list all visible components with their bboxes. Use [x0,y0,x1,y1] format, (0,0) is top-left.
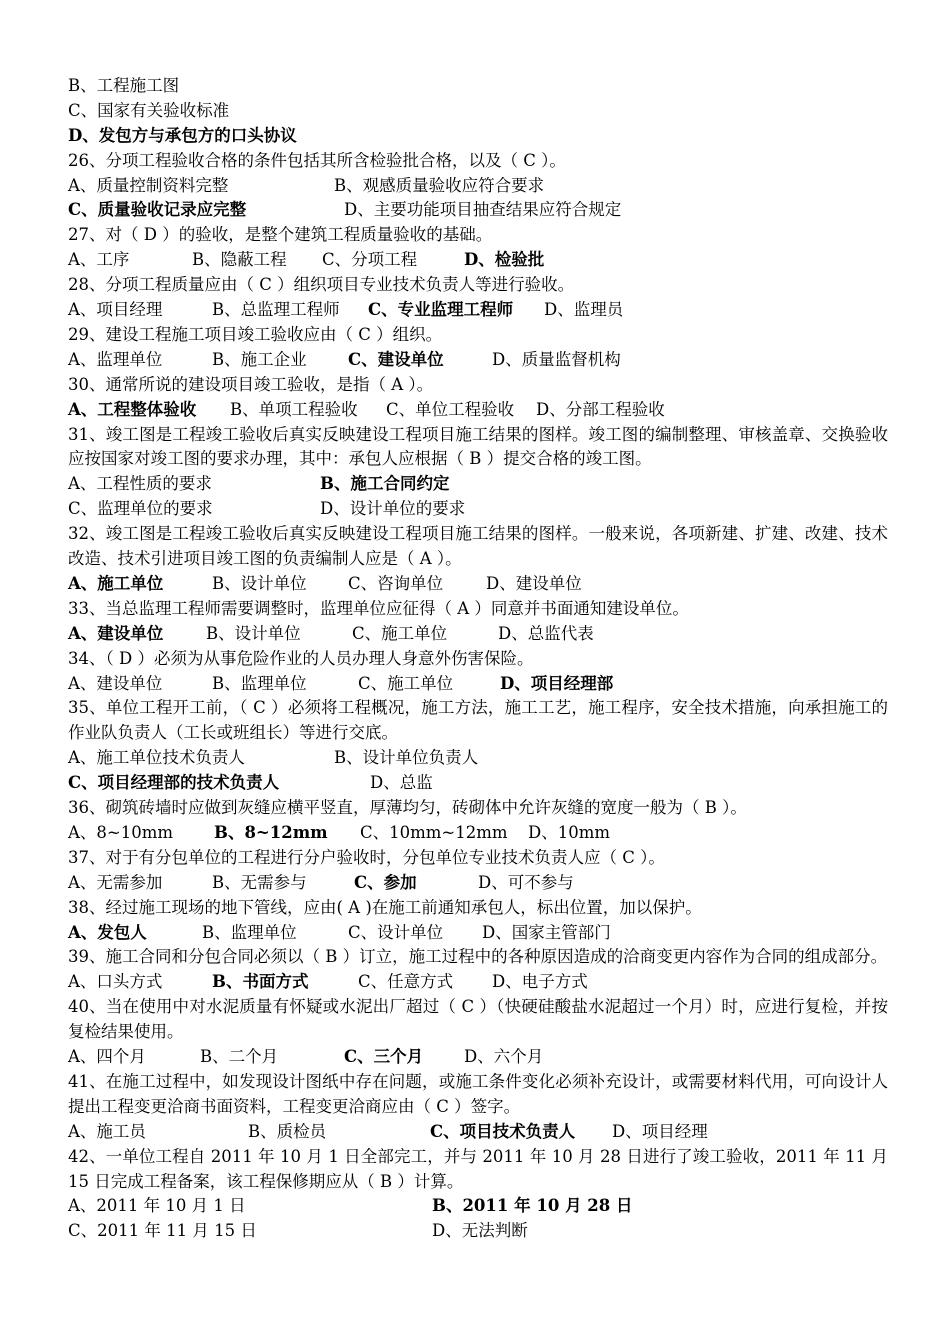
answer-options [68,298,888,323]
question-text: 27、对（ D ）的验收，是整个建筑工程质量验收的基础。 [68,225,493,245]
question-text: 31、竣工图是工程竣工验收后真实反映建设工程项目施工结果的图样。竣工图的编制整理、审核盖章、交换验收应按国家对竣工图的要求办理，其中：承包人应根据（ B ）提交合格的竣工图。 [68,424,888,469]
answer-option: C、国家有关验收标准 [68,100,230,120]
answer-options [68,1120,888,1145]
correct-option: B、书面方式 [212,972,309,992]
answer-option: D、国家主管部门 [482,922,611,942]
answer-option: D、监理员 [544,300,624,320]
answer-option: B、工程施工图 [68,76,180,95]
answer-option: C、10mm~12mm [360,822,508,842]
question-text: 30、通常所说的建设项目竣工验收，是指（ A ）。 [68,374,434,394]
answer-options [68,497,888,522]
answer-options [68,622,888,647]
answer-option: C、施工单位 [358,673,454,693]
answer-option: B、观感质量验收应符合要求 [334,175,545,195]
answer-option: A、施工员 [68,1121,146,1141]
correct-option: B、2011 年 10 月 28 日 [432,1196,633,1216]
correct-option: C、项目经理部的技术负责人 [68,773,280,793]
correct-option: A、建设单位 [68,623,164,643]
answer-options [68,572,888,597]
answer-option: D、质量监督机构 [492,349,621,369]
answer-options [68,174,888,199]
question-text: 32、竣工图是工程竣工验收后真实反映建设工程项目施工结果的图样。一般来说，各项新建、扩建、改建、技术改造、技术引进项目竣工图的负责编制人应是（ A ）。 [68,524,888,569]
question-text: 40、当在使用中对水泥质量有怀疑或水泥出厂超过（ C ）（快硬硅酸盐水泥超过一个月）时，应进行复检，并按复检结果使用。 [68,997,888,1042]
answer-options [68,348,888,373]
answer-options [68,746,888,771]
answer-option: B、质检员 [248,1121,327,1141]
answer-option: A、8~10mm [68,822,174,842]
answer-option: B、隐蔽工程 [192,250,287,270]
answer-option: C、2011 年 11 月 15 日 [68,1221,257,1241]
answer-option: D、项目经理 [612,1121,708,1141]
question-text: 38、经过施工现场的地下管线，应由( A )在施工前通知承包人，标出位置，加以保护。 [68,897,702,917]
correct-option: D、检验批 [464,250,545,270]
answer-option: C、监理单位的要求 [68,499,213,519]
answer-options [68,99,888,124]
correct-option: C、质量验收记录应完整 [68,200,247,220]
answer-option: B、施工企业 [212,349,307,369]
answer-options [68,1045,888,1070]
answer-options [68,970,888,995]
answer-option: C、施工单位 [352,623,448,643]
answer-option: A、质量控制资料完整 [68,175,229,195]
correct-option: D、项目经理部 [500,673,614,693]
correct-option: C、三个月 [344,1047,424,1067]
question-text: 42、一单位工程自 2011 年 10 月 1 日全部完工，并与 2011 年 10 月 28 日进行了竣工验收，2011 年 11 月 15 日完成工程备案，该工程保修期应从（ B ）计算。 [68,1146,888,1191]
question-text: 37、对于有分包单位的工程进行分户验收时，分包单位专业技术负责人应（ C ）。 [68,847,665,867]
answer-options [68,124,888,149]
answer-option: A、无需参加 [68,872,163,892]
answer-options [68,821,888,846]
answer-option: B、监理单位 [212,673,307,693]
answer-option: C、分项工程 [322,250,418,270]
answer-options [68,1219,888,1244]
answer-option: A、2011 年 10 月 1 日 [68,1196,246,1216]
correct-option: D、发包方与承包方的口头协议 [68,125,297,145]
answer-options [68,1194,888,1219]
correct-option: B、施工合同约定 [320,474,450,494]
answer-option: D、设计单位的要求 [320,499,466,519]
question-text: 41、在施工过程中，如发现设计图纸中存在问题，或施工条件变化必须补充设计，或需要材料代用，可向设计人提出工程变更洽商书面资料，工程变更洽商应由（ C ）签字。 [68,1071,888,1116]
correct-option: C、建设单位 [348,349,444,369]
answer-options [68,248,888,273]
answer-option: B、无需参与 [212,872,307,892]
correct-option: C、项目技术负责人 [430,1121,576,1141]
answer-option: B、二个月 [200,1047,279,1067]
answer-option: A、项目经理 [68,300,163,320]
answer-option: D、10mm [528,822,611,842]
answer-option: C、设计单位 [348,922,444,942]
answer-option: D、建设单位 [486,573,582,593]
answer-options [68,921,888,946]
answer-option: C、单位工程验收 [386,399,515,419]
correct-option: C、专业监理工程师 [368,300,514,320]
question-text: 28、分项工程质量应由（ C ）组织项目专业技术负责人等进行验收。 [68,275,575,295]
answer-option: A、监理单位 [68,349,163,369]
question-text: 33、当总监理工程师需要调整时，监理单位应征得（ A ）同意并书面通知建设单位。 [68,598,689,618]
answer-options [68,472,888,497]
correct-option: A、工程整体验收 [68,399,197,419]
answer-option: B、单项工程验收 [230,399,358,419]
answer-option: D、总监 [370,773,433,793]
question-text: 34、（ D ）必须为从事危险作业的人员办理人身意外伤害保险。 [68,648,534,668]
answer-option: B、监理单位 [202,922,297,942]
answer-option: C、咨询单位 [348,573,444,593]
answer-option: A、四个月 [68,1047,146,1067]
answer-option: A、工程性质的要求 [68,474,212,494]
answer-option: D、总监代表 [498,623,594,643]
answer-option: D、六个月 [464,1047,544,1067]
answer-options [68,74,888,99]
answer-option: D、无法判断 [432,1221,528,1241]
answer-option: D、主要功能项目抽查结果应符合规定 [344,200,622,220]
question-text: 35、单位工程开工前，（ C ）必须将工程概况，施工方法，施工工艺，施工程序，安全技术措施，向承担施工的作业队负责人（工长或班组长）等进行交底。 [68,698,888,743]
answer-option: D、可不参与 [478,872,574,892]
answer-option: A、施工单位技术负责人 [68,748,245,768]
answer-option: A、口头方式 [68,972,163,992]
answer-options [68,398,888,423]
correct-option: A、施工单位 [68,573,164,593]
correct-option: A、发包人 [68,922,147,942]
answer-option: A、工序 [68,250,130,270]
answer-option: B、设计单位负责人 [334,748,479,768]
answer-option: A、建设单位 [68,673,163,693]
question-text: 36、砌筑砖墙时应做到灰缝应横平竖直，厚薄均匀，砖砌体中允许灰缝的宽度一般为（ B ）。 [68,798,747,818]
answer-options [68,771,888,796]
answer-options [68,672,888,697]
answer-option: C、任意方式 [358,972,454,992]
question-text: 39、施工合同和分包合同必须以（ B ）订立，施工过程中的各种原因造成的洽商变更内容作为合同的组成部分。 [68,947,888,967]
answer-option: D、电子方式 [492,972,588,992]
question-text: 29、建设工程施工项目竣工验收应由（ C ）组织。 [68,324,443,344]
question-list [68,74,888,1244]
answer-option: B、设计单位 [212,573,307,593]
answer-options [68,198,888,223]
question-text: 26、分项工程验收合格的条件包括其所含检验批合格，以及（ C ）。 [68,150,566,170]
correct-option: B、8~12mm [214,822,328,842]
correct-option: C、参加 [354,872,417,892]
answer-options [68,871,888,896]
answer-option: D、分部工程验收 [536,399,665,419]
answer-option: B、设计单位 [206,623,301,643]
answer-option: B、总监理工程师 [212,300,340,320]
